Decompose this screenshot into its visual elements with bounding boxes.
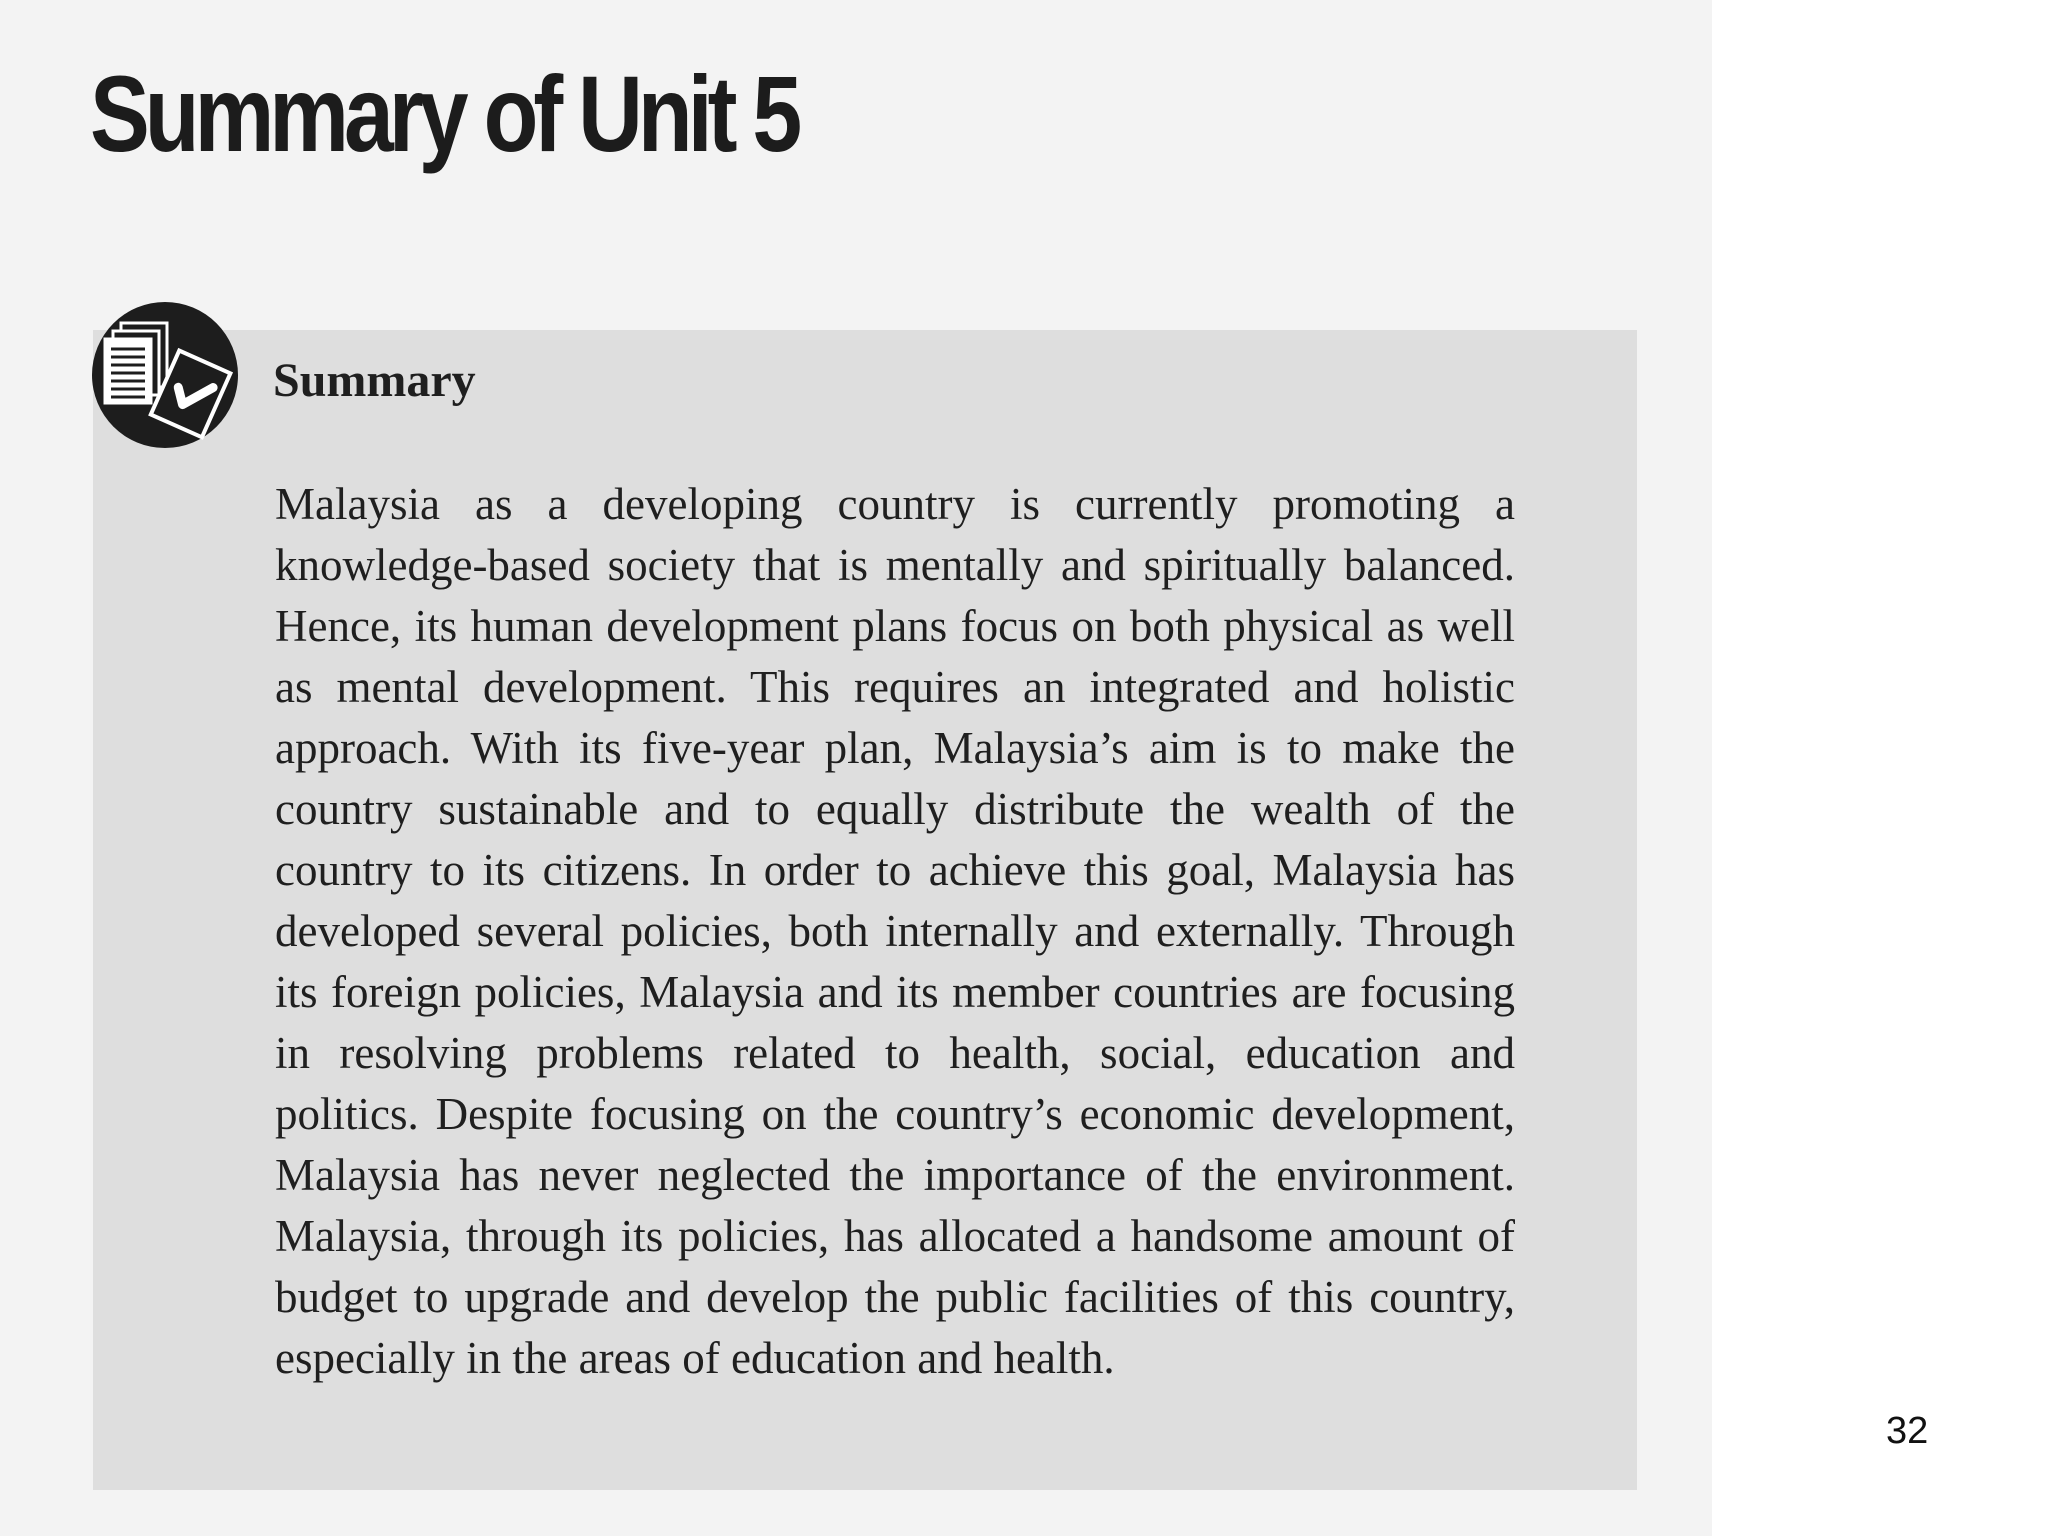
summary-heading: Summary — [273, 354, 476, 407]
page-number: 32 — [1886, 1410, 1929, 1452]
document-checklist-icon — [91, 301, 239, 449]
page-title: Summary of Unit 5 — [90, 53, 798, 174]
summary-paragraph: Malaysia as a developing country is currently promoting a knowledge-based society that is mentally and spiritually balanced. Hence, its human development plans focus on both physical as well as mental development. This requires an integrated and holistic approach. With its five-year plan, Malaysia’s aim is to make the country sustainable and to equally distribute the wealth of the country to its citizens. In order to achieve this goal, Malaysia has developed several policies, both internally and externally. Through its foreign policies, Malaysia and its member countries are focusing in resolving problems related to health, social, education and politics. Despite focusing on the country’s economic development, Malaysia has never neglected the importance of the environment. Malaysia, through its policies, has allocated a handsome amount of budget to upgrade and develop the public facilities of this country, especially in the areas of education and health. — [275, 479, 1515, 1383]
